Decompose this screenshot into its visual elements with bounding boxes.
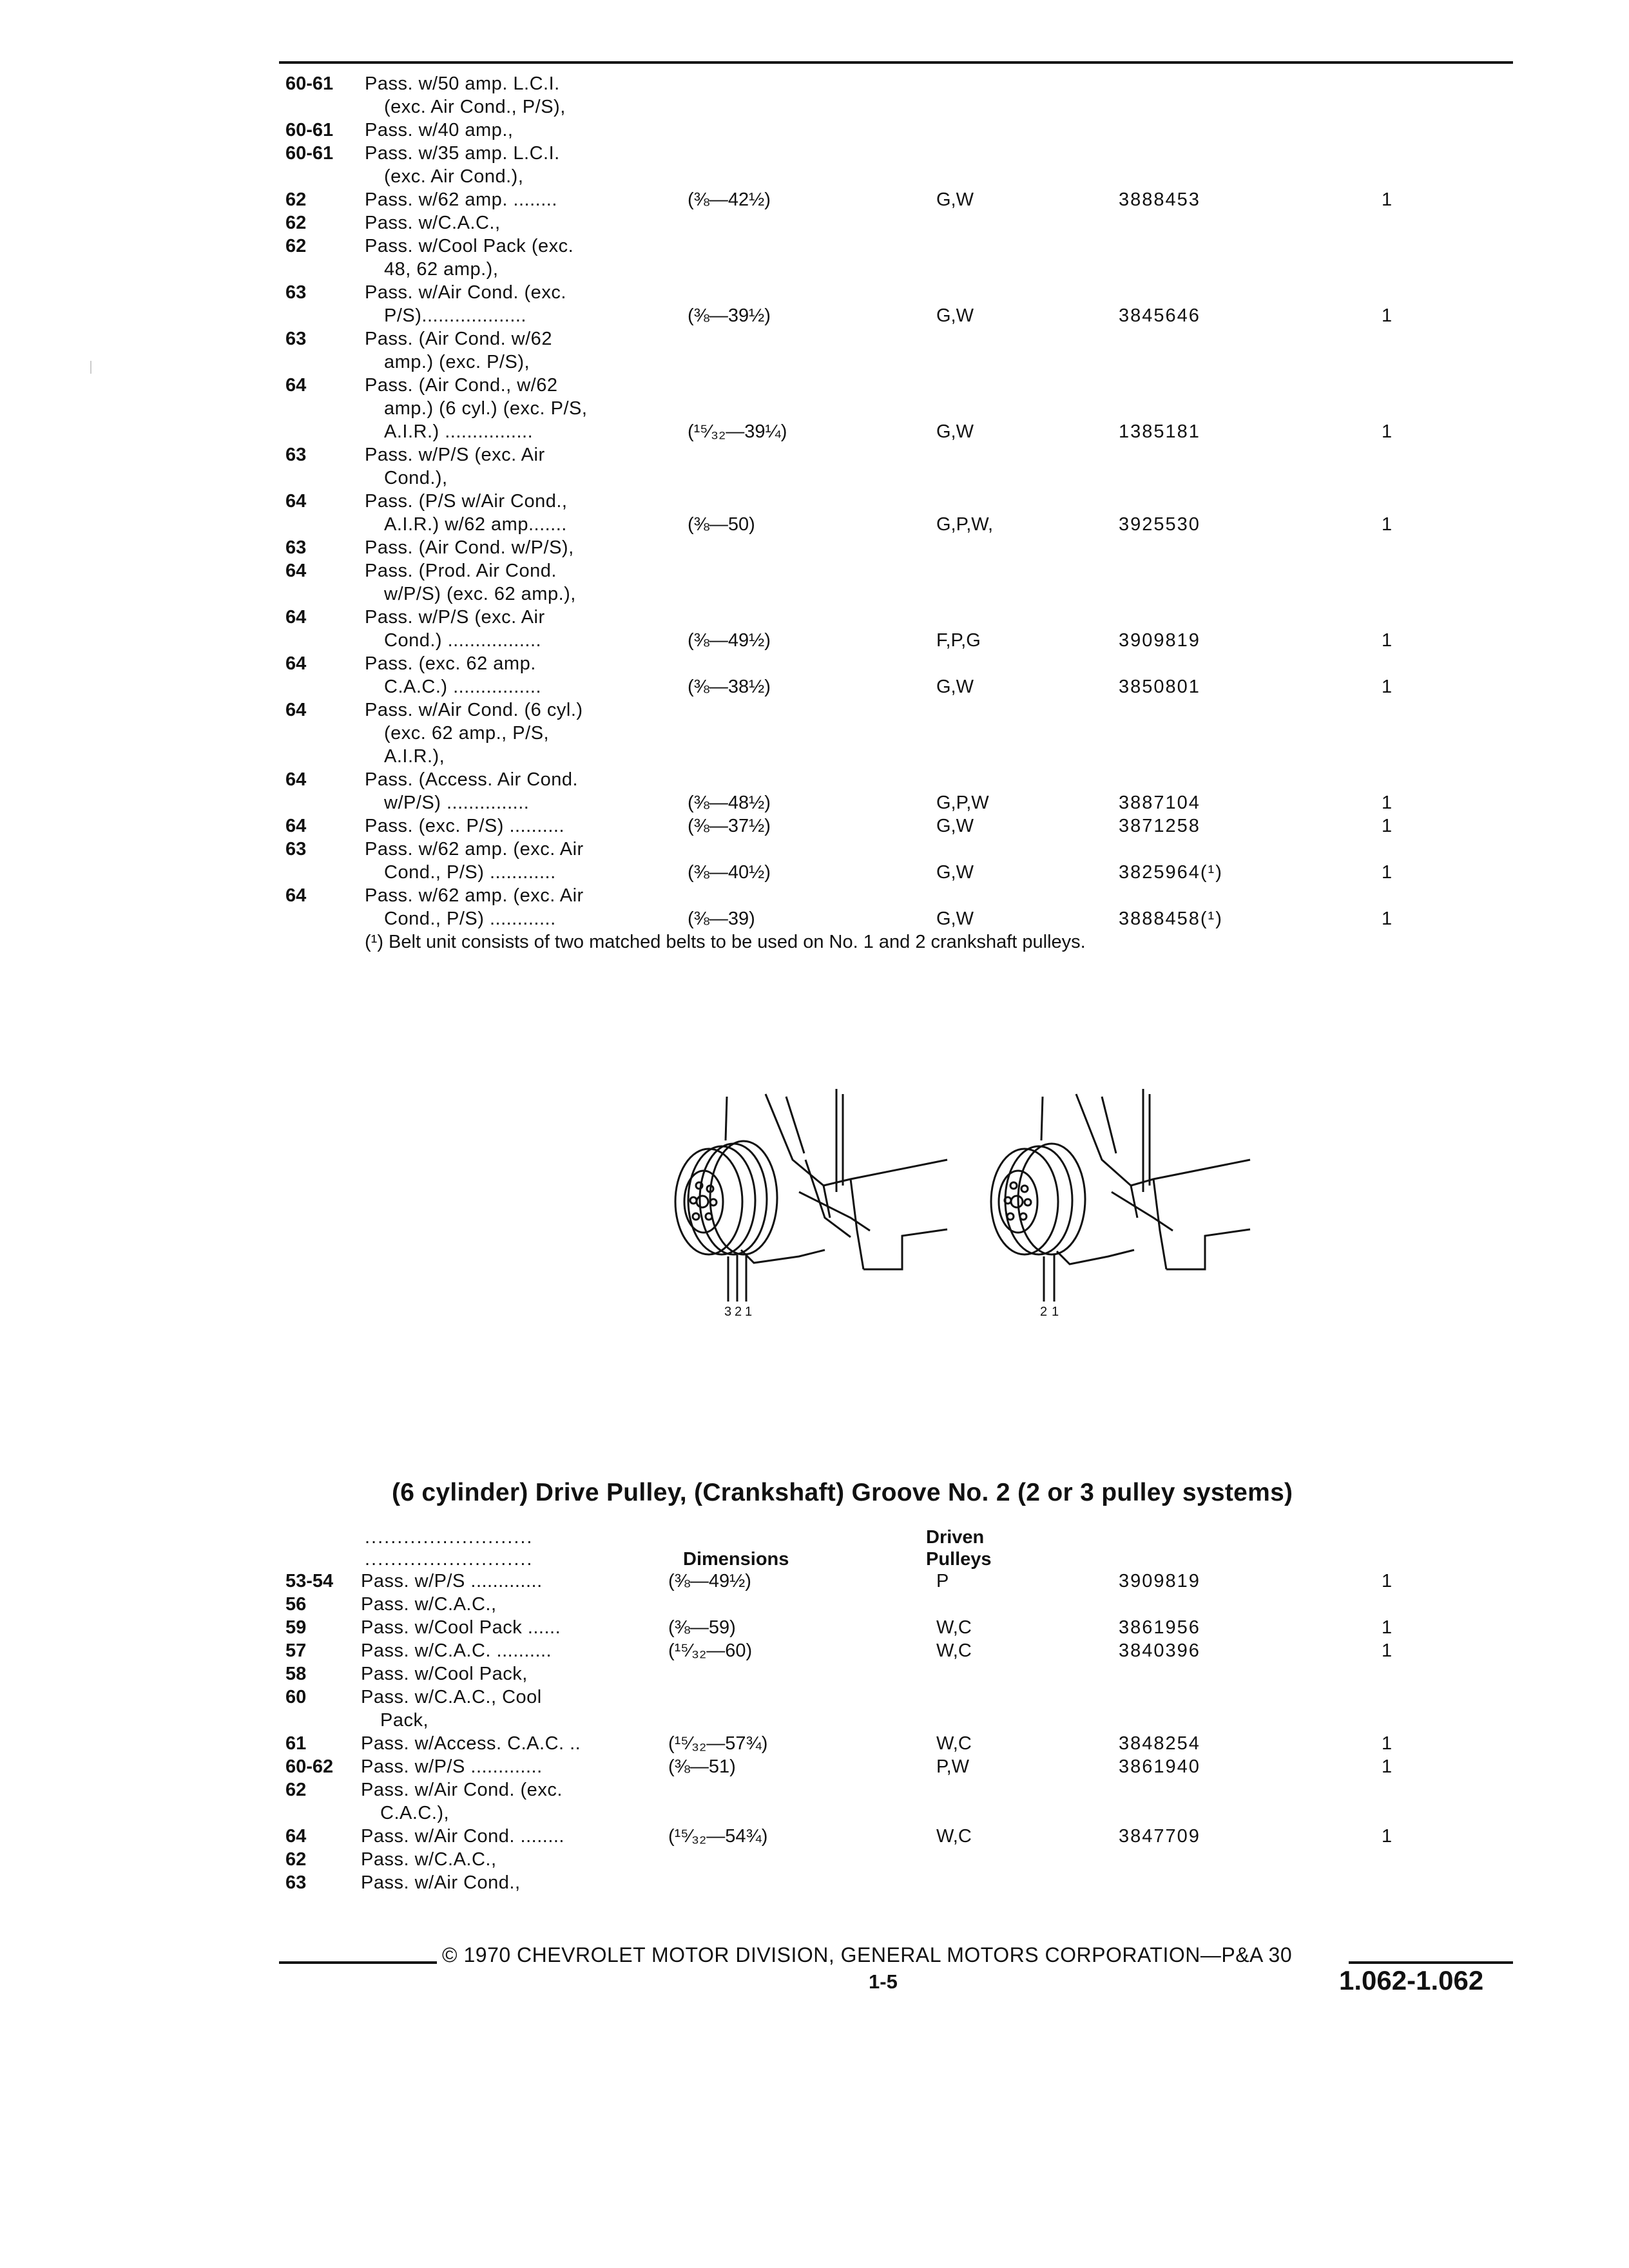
table-row: [0, 1570, 1629, 1593]
description: Pass. w/35 amp. L.C.I.: [365, 143, 560, 164]
quantity: 1: [1382, 514, 1393, 535]
driven-pulleys: W,C: [936, 1640, 972, 1661]
description: Pass. w/62 amp. ........: [365, 189, 557, 210]
model-year: 53-54: [285, 1571, 334, 1591]
description: Cond.),: [384, 468, 448, 488]
part-number: 3850801: [1119, 677, 1200, 697]
page-number: 1-5: [869, 1970, 898, 1993]
table-row: [0, 606, 1629, 629]
model-year: 60-61: [285, 73, 334, 94]
description: Pass. w/50 amp. L.C.I.: [365, 73, 560, 94]
table-row: [0, 791, 1629, 814]
driven-pulleys: F,P,G: [936, 630, 981, 651]
quantity: 1: [1382, 677, 1393, 697]
table-row: [0, 1825, 1629, 1848]
table-row: [0, 582, 1629, 606]
description: amp.) (exc. P/S),: [384, 352, 530, 372]
table-row: [0, 1871, 1629, 1894]
model-year: 64: [285, 653, 307, 674]
description: Pass. (Prod. Air Cond.: [365, 561, 557, 581]
table-row: [0, 1709, 1629, 1732]
table-row: [0, 165, 1629, 188]
header-dots-2: ..........................: [365, 1549, 534, 1570]
groove-label-1: 1: [745, 1305, 753, 1319]
table-row: [0, 1616, 1629, 1639]
table-row: [0, 861, 1629, 884]
part-number: 1385181: [1119, 421, 1200, 442]
quantity: 1: [1382, 793, 1393, 813]
description: (exc. 62 amp., P/S,: [384, 723, 550, 744]
dimensions: (⅜—42½): [688, 189, 771, 210]
model-year: 64: [285, 885, 307, 906]
top-rule: [279, 61, 1513, 64]
table-row: [0, 652, 1629, 675]
model-year: 62: [285, 236, 307, 256]
model-year: 64: [285, 769, 307, 790]
driven-pulleys: G,W: [936, 421, 974, 442]
table-row: [0, 1802, 1629, 1825]
model-year: 63: [285, 329, 307, 349]
header-driven: Driven: [926, 1527, 985, 1548]
dimensions: (⅜—37½): [688, 816, 771, 836]
table-row: [0, 1686, 1629, 1709]
description: Pass. w/Air Cond. (exc.: [361, 1780, 563, 1800]
table-row: [0, 1778, 1629, 1802]
description: Pass. (Air Cond. w/P/S),: [365, 537, 574, 558]
description: Pass. w/Cool Pack,: [361, 1664, 528, 1684]
groove-label-2: 2: [735, 1305, 742, 1319]
driven-pulleys: G,W: [936, 862, 974, 883]
description: A.I.R.),: [384, 746, 445, 767]
driven-pulleys: G,W: [936, 189, 974, 210]
model-year: 64: [285, 375, 307, 396]
description: w/P/S) (exc. 62 amp.),: [384, 584, 576, 604]
table-row: [0, 235, 1629, 258]
three-groove-pulley-illustration: [675, 1089, 947, 1302]
dimensions: (⅜—50): [688, 514, 755, 535]
table-row: [0, 814, 1629, 838]
part-number: 3909819: [1119, 630, 1200, 651]
table-row: [0, 420, 1629, 443]
model-year: 63: [285, 282, 307, 303]
description: Pass. w/Air Cond. (6 cyl.): [365, 700, 583, 720]
driven-pulleys: G,W: [936, 305, 974, 326]
driven-pulleys: W,C: [936, 1617, 972, 1638]
description: Pass. w/62 amp. (exc. Air: [365, 885, 584, 906]
description: w/P/S) ...............: [384, 793, 530, 813]
part-number: 3861956: [1119, 1617, 1200, 1638]
table-row: [0, 443, 1629, 466]
driven-pulleys: G,W: [936, 677, 974, 697]
footer-copyright: © 1970 CHEVROLET MOTOR DIVISION, GENERAL MOTORS CORPORATION—P&A 30: [442, 1943, 1293, 1966]
model-year: 60-61: [285, 143, 334, 164]
table-row: [0, 838, 1629, 861]
description: Pass. w/C.A.C., Cool: [361, 1687, 542, 1707]
quantity: 1: [1382, 305, 1393, 326]
description: A.I.R.) w/62 amp.......: [384, 514, 567, 535]
description: Cond., P/S) ............: [384, 908, 556, 929]
groove-label-1-right: 1: [1052, 1305, 1059, 1319]
description: Pass. w/P/S .............: [361, 1571, 543, 1591]
part-number: 3888458(¹): [1119, 908, 1223, 929]
two-groove-pulley-illustration: [991, 1089, 1250, 1302]
driven-pulleys: G,P,W: [936, 793, 989, 813]
driven-pulleys: G,W: [936, 816, 974, 836]
dimensions: (⅜—49½): [688, 630, 771, 651]
description: C.A.C.),: [380, 1803, 450, 1823]
driven-pulleys: P: [936, 1571, 949, 1591]
driven-pulleys: W,C: [936, 1733, 972, 1754]
model-year: 58: [285, 1664, 307, 1684]
quantity: 1: [1382, 1733, 1393, 1754]
model-year: 63: [285, 839, 307, 860]
description: Pass. w/P/S .............: [361, 1756, 543, 1777]
dimensions: (⅜—48½): [688, 793, 771, 813]
model-year: 62: [285, 189, 307, 210]
table-row: [0, 327, 1629, 351]
description: Pack,: [380, 1710, 429, 1731]
description: Pass. (P/S w/Air Cond.,: [365, 491, 568, 512]
driven-pulleys: G,P,W,: [936, 514, 994, 535]
table-row: [0, 374, 1629, 397]
model-year: 62: [285, 1849, 307, 1870]
table-row: [0, 1848, 1629, 1871]
footnote-row: [0, 930, 1629, 954]
table-row: [0, 513, 1629, 536]
table-row: [0, 1639, 1629, 1662]
description: Pass. w/Cool Pack (exc.: [365, 236, 574, 256]
footer-rule-right: [1349, 1961, 1513, 1964]
description: P/S)...................: [384, 305, 526, 326]
table-row: [0, 884, 1629, 907]
model-year: 63: [285, 1872, 307, 1893]
description: C.A.C.) ................: [384, 677, 542, 697]
table-row: [0, 1755, 1629, 1778]
table-row: [0, 466, 1629, 490]
description: Pass. w/Air Cond. ........: [361, 1826, 564, 1847]
model-year: 64: [285, 816, 307, 836]
quantity: 1: [1382, 421, 1393, 442]
description: (exc. Air Cond., P/S),: [384, 97, 566, 117]
description: 48, 62 amp.),: [384, 259, 499, 280]
driven-pulleys: P,W: [936, 1756, 970, 1777]
table-row: [0, 722, 1629, 745]
table-row: [0, 95, 1629, 119]
part-number: 3861940: [1119, 1756, 1200, 1777]
section-title: (6 cylinder) Drive Pulley, (Crankshaft) Groove No. 2 (2 or 3 pulley systems): [392, 1479, 1293, 1506]
part-number: 3887104: [1119, 793, 1200, 813]
dimensions: (⅜—39): [688, 908, 755, 929]
table-row: [0, 258, 1629, 281]
part-number: 3848254: [1119, 1733, 1200, 1754]
part-number: 3888453: [1119, 189, 1200, 210]
description: Pass. w/C.A.C.,: [361, 1594, 497, 1615]
model-year: 59: [285, 1617, 307, 1638]
dimensions: (¹⁵⁄₃₂—39¼): [688, 421, 787, 442]
model-year: 63: [285, 445, 307, 465]
quantity: 1: [1382, 1756, 1393, 1777]
description: Cond., P/S) ............: [384, 862, 556, 883]
table-row: [0, 142, 1629, 165]
table-row: [0, 490, 1629, 513]
groove-label-2-right: 2: [1040, 1305, 1048, 1319]
model-year: 64: [285, 1826, 307, 1847]
table-row: [0, 351, 1629, 374]
table-row: [0, 211, 1629, 235]
description: Cond.) .................: [384, 630, 542, 651]
description: (exc. Air Cond.),: [384, 166, 524, 187]
description: Pass. (exc. P/S) ..........: [365, 816, 565, 836]
description: Pass. w/Air Cond.,: [361, 1872, 521, 1893]
model-year: 60-62: [285, 1756, 334, 1777]
model-year: 62: [285, 1780, 307, 1800]
dimensions: (⅜—49½): [668, 1571, 751, 1591]
table-row: [0, 745, 1629, 768]
table-row: [0, 397, 1629, 420]
dimensions: (⅜—40½): [688, 862, 771, 883]
table-row: [0, 559, 1629, 582]
description: Pass. w/C.A.C.,: [365, 213, 501, 233]
footnote: (¹) Belt unit consists of two matched belts to be used on No. 1 and 2 crankshaft pulleys.: [365, 932, 1086, 952]
table-row: [0, 675, 1629, 698]
part-number: 3925530: [1119, 514, 1200, 535]
header-dimensions: Dimensions: [683, 1549, 789, 1570]
driven-pulleys: W,C: [936, 1826, 972, 1847]
dimensions: (⅜—39½): [688, 305, 771, 326]
description: Pass. w/Air Cond. (exc.: [365, 282, 566, 303]
table-row: [0, 281, 1629, 304]
footer-rule-left: [279, 1961, 437, 1964]
part-number: 3909819: [1119, 1571, 1200, 1591]
dimensions: (¹⁵⁄₃₂—54¾): [668, 1826, 768, 1847]
dimensions: (¹⁵⁄₃₂—60): [668, 1640, 753, 1661]
drive-pulley-table: [0, 1570, 1629, 1894]
quantity: 1: [1382, 908, 1393, 929]
model-year: 62: [285, 213, 307, 233]
driven-pulleys: G,W: [936, 908, 974, 929]
model-year: 63: [285, 537, 307, 558]
part-number: 3845646: [1119, 305, 1200, 326]
description: Pass. (Access. Air Cond.: [365, 769, 579, 790]
quantity: 1: [1382, 816, 1393, 836]
description: Pass. w/Cool Pack ......: [361, 1617, 561, 1638]
quantity: 1: [1382, 630, 1393, 651]
quantity: 1: [1382, 862, 1393, 883]
table-row: [0, 119, 1629, 142]
dimensions: (¹⁵⁄₃₂—57¾): [668, 1733, 768, 1754]
table-row: [0, 1662, 1629, 1686]
description: Pass. (Air Cond. w/62: [365, 329, 552, 349]
model-year: 61: [285, 1733, 307, 1754]
table-row: [0, 536, 1629, 559]
part-number: 3871258: [1119, 816, 1200, 836]
model-year: 56: [285, 1594, 307, 1615]
quantity: 1: [1382, 1617, 1393, 1638]
description: Pass. (exc. 62 amp.: [365, 653, 536, 674]
model-year: 64: [285, 491, 307, 512]
table-row: [0, 304, 1629, 327]
part-number: 3825964(¹): [1119, 862, 1223, 883]
header-pulleys: Pulleys: [926, 1549, 992, 1570]
model-year: 64: [285, 607, 307, 628]
table-row: [0, 188, 1629, 211]
pulley-diagram: [657, 1063, 1269, 1340]
description: amp.) (6 cyl.) (exc. P/S,: [384, 398, 588, 419]
description: Pass. w/40 amp.,: [365, 120, 514, 140]
description: A.I.R.) ................: [384, 421, 534, 442]
description: Pass. w/P/S (exc. Air: [365, 445, 545, 465]
table-row: [0, 629, 1629, 652]
part-number: 3840396: [1119, 1640, 1200, 1661]
quantity: 1: [1382, 1640, 1393, 1661]
model-year: 60: [285, 1687, 307, 1707]
model-year: 60-61: [285, 120, 334, 140]
description: Pass. w/62 amp. (exc. Air: [365, 839, 584, 860]
table-row: [0, 72, 1629, 95]
model-year: 64: [285, 700, 307, 720]
description: Pass. w/C.A.C. ..........: [361, 1640, 552, 1661]
quantity: 1: [1382, 1826, 1393, 1847]
header-dots-1: ..........................: [365, 1527, 534, 1548]
table-row: [0, 768, 1629, 791]
section-number: 1.062-1.062: [1339, 1965, 1484, 1995]
model-year: 57: [285, 1640, 307, 1661]
description: Pass. w/C.A.C.,: [361, 1849, 497, 1870]
model-year: 64: [285, 561, 307, 581]
description: Pass. w/Access. C.A.C. ..: [361, 1733, 581, 1754]
dimensions: (⅜—59): [668, 1617, 736, 1638]
table-row: [0, 698, 1629, 722]
dimensions: (⅜—51): [668, 1756, 736, 1777]
part-number: 3847709: [1119, 1826, 1200, 1847]
quantity: 1: [1382, 1571, 1393, 1591]
description: Pass. w/P/S (exc. Air: [365, 607, 545, 628]
description: Pass. (Air Cond., w/62: [365, 375, 558, 396]
belt-parts-table: [0, 72, 1629, 930]
groove-label-3: 3: [724, 1305, 732, 1319]
quantity: 1: [1382, 189, 1393, 210]
table-row: [0, 1732, 1629, 1755]
table-row: [0, 907, 1629, 930]
table-row: [0, 1593, 1629, 1616]
dimensions: (⅜—38½): [688, 677, 771, 697]
